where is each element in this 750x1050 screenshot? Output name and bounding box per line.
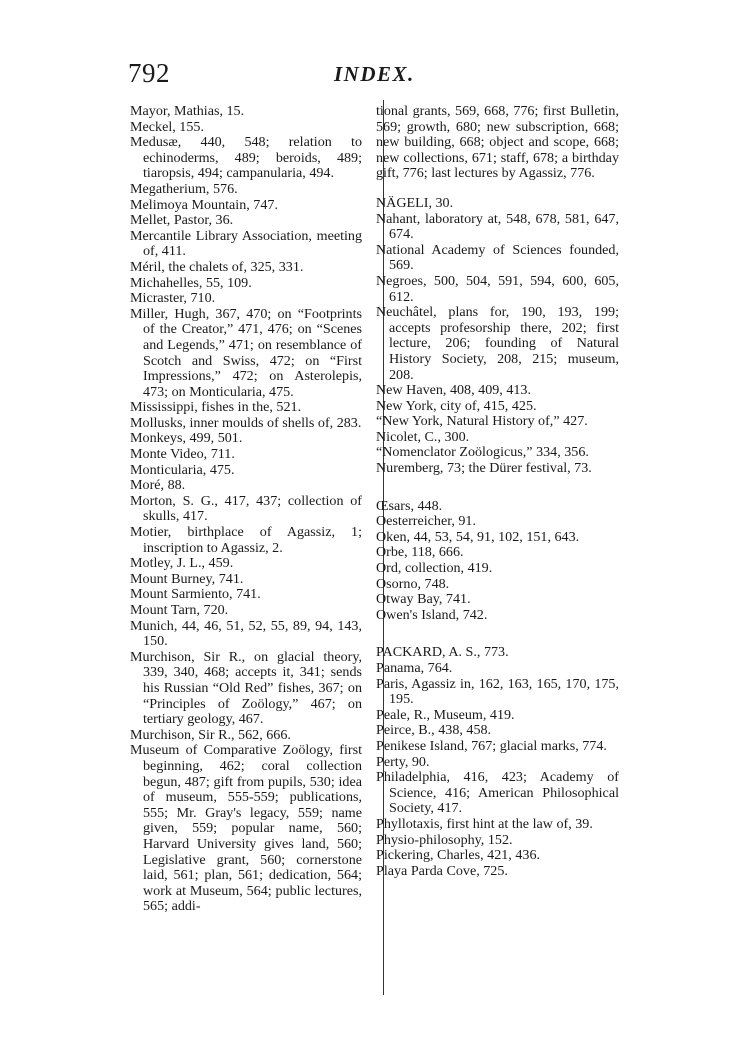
page-number: 792 bbox=[128, 58, 170, 88]
index-entry-continuation: tional grants, 569, 668, 776; first Bulletin, 569; growth, 680; new subscription, 668; new building, 668; object and scope, 668; new collections, 671; staff, 678; a birthday gift, 776; last lectures by Agassiz, 776. bbox=[376, 103, 619, 182]
index-entry: Nuremberg, 73; the Dürer festival, 73. bbox=[376, 460, 592, 477]
index-entry: Méril, the chalets of, 325, 331. bbox=[130, 258, 304, 275]
index-entry: Mellet, Pastor, 36. bbox=[130, 212, 234, 229]
index-entry: “Nomenclator Zoölogicus,” 334, 356. bbox=[376, 444, 589, 461]
index-entry: NÄGELI, 30. bbox=[376, 194, 454, 211]
index-entry: Neuchâtel, plans for, 190, 193, 199; accepts profesorship there, 202; first lecture, 206; founding of Natural History Society, 208, 215; museum, 208. bbox=[376, 304, 619, 383]
index-entry: Melimoya Mountain, 747. bbox=[130, 196, 278, 213]
index-entry: Moré, 88. bbox=[130, 477, 186, 494]
index-entry: Panama, 764. bbox=[376, 660, 453, 676]
index-entry: Murchison, Sir R., on glacial theory, 339, 340, 468; accepts it, 341; sends his Russian “Old Red” fishes, 367; on “Principles of Zoölogy,” 467; on tertiary geology, 467. bbox=[130, 648, 362, 728]
index-entry: Ord, collection, 419. bbox=[376, 560, 493, 577]
index-entry: Oken, 44, 53, 54, 91, 102, 151, 643. bbox=[376, 528, 580, 545]
index-entry: Medusæ, 440, 548; relation to echinoderms, 489; beroids, 489; tiaropsis, 494; campanularia, 494. bbox=[130, 134, 362, 182]
index-entry: Michahelles, 55, 109. bbox=[130, 274, 252, 291]
index-entry: National Academy of Sciences founded, 569. bbox=[376, 241, 619, 274]
index-entry: Motier, birthplace of Agassiz, 1; inscription to Agassiz, 2. bbox=[130, 524, 362, 556]
index-entry: Philadelphia, 416, 423; Academy of Science, 416; American Philosophical Society, 417. bbox=[376, 769, 619, 817]
section-gap bbox=[376, 182, 619, 196]
index-entry: Mount Burney, 741. bbox=[130, 570, 244, 587]
index-entry: Mount Sarmiento, 741. bbox=[130, 586, 261, 603]
index-entry: PACKARD, A. S., 773. bbox=[376, 644, 509, 661]
index-entry: Owen's Island, 742. bbox=[376, 606, 488, 623]
index-entry: Mayor, Mathias, 15. bbox=[130, 103, 245, 119]
index-entry: Peirce, B., 438, 458. bbox=[376, 722, 492, 739]
index-entry: Morton, S. G., 417, 437; collection of skulls, 417. bbox=[130, 492, 362, 525]
index-entry: Penikese Island, 767; glacial marks, 774. bbox=[376, 737, 607, 754]
index-entry: Munich, 44, 46, 51, 52, 55, 89, 94, 143, 150. bbox=[130, 617, 362, 650]
index-entry: Nicolet, C., 300. bbox=[376, 428, 470, 445]
index-entry: Paris, Agassiz in, 162, 163, 165, 170, 175, 195. bbox=[376, 675, 619, 708]
index-entry: Nahant, laboratory at, 548, 678, 581, 647, 674. bbox=[376, 210, 619, 243]
index-entry: Phyllotaxis, first hint at the law of, 39. bbox=[376, 815, 593, 832]
index-entry: “New York, Natural History of,” 427. bbox=[376, 413, 588, 430]
index-entry: Playa Parda Cove, 725. bbox=[376, 862, 508, 879]
index-entry: Oesterreicher, 91. bbox=[376, 513, 476, 530]
index-entry: Otway Bay, 741. bbox=[376, 591, 471, 608]
index-entry: New York, city of, 415, 425. bbox=[376, 397, 537, 414]
index-entry: Mercantile Library Association, meeting of, 411. bbox=[130, 227, 362, 260]
section-gap bbox=[376, 623, 619, 645]
index-entry: Micraster, 710. bbox=[130, 290, 216, 307]
index-entry: Miller, Hugh, 367, 470; on “Footprints of the Creator,” 471, 476; on “Scenes and Legends,” 471; on resemblance of Scotch and Swiss, 472; on “First Impressions,” 472; on Asterolepis, 473; on Monticularia, 475. bbox=[130, 305, 362, 400]
section-gap bbox=[376, 477, 619, 499]
index-entry: Mississippi, fishes in the, 521. bbox=[130, 399, 302, 416]
index-entry: Meckel, 155. bbox=[130, 118, 204, 135]
index-entry: Mount Tarn, 720. bbox=[130, 602, 229, 618]
index-entry: Physio-philosophy, 152. bbox=[376, 831, 513, 848]
index-column-left bbox=[130, 104, 362, 915]
index-entry: Negroes, 500, 504, 591, 594, 600, 605, 612. bbox=[376, 272, 619, 305]
index-entry: Peale, R., Museum, 419. bbox=[376, 706, 515, 723]
index-entry: Megatherium, 576. bbox=[130, 180, 238, 197]
index-entry: Osorno, 748. bbox=[376, 575, 450, 592]
index-group-n bbox=[376, 196, 619, 477]
index-group-o bbox=[376, 499, 619, 624]
running-title: INDEX. bbox=[334, 62, 415, 86]
index-entry: Mollusks, inner moulds of shells of, 283. bbox=[130, 414, 362, 431]
index-entry: Monkeys, 499, 501. bbox=[130, 430, 243, 447]
index-entry: Murchison, Sir R., 562, 666. bbox=[130, 726, 291, 743]
index-entry: Orbe, 118, 666. bbox=[376, 544, 464, 561]
index-entry: Motley, J. L., 459. bbox=[130, 555, 234, 572]
index-entry: Perty, 90. bbox=[376, 753, 430, 770]
index-column-right bbox=[376, 104, 619, 879]
index-entry: Monticularia, 475. bbox=[130, 461, 235, 478]
index-entry: Museum of Comparative Zoölogy, first beginning, 462; coral collection begun, 487; gift from pupils, 530; idea of museum, 555-559; publications, 555; Mr. Gray's legacy, 559; name given, 559; popular name, 560; Harvard University gives land, 560; Legislative grant, 560; cornerstone laid, 561; plan, 561; dedication, 564; work at Museum, 564; public lectures, 565; addi- bbox=[130, 742, 362, 915]
index-group-p bbox=[376, 645, 619, 879]
index-entry: Pickering, Charles, 421, 436. bbox=[376, 847, 541, 864]
index-entry: Œsars, 448. bbox=[376, 497, 443, 514]
index-entry: New Haven, 408, 409, 413. bbox=[376, 382, 532, 399]
index-entry: Monte Video, 711. bbox=[130, 446, 235, 463]
